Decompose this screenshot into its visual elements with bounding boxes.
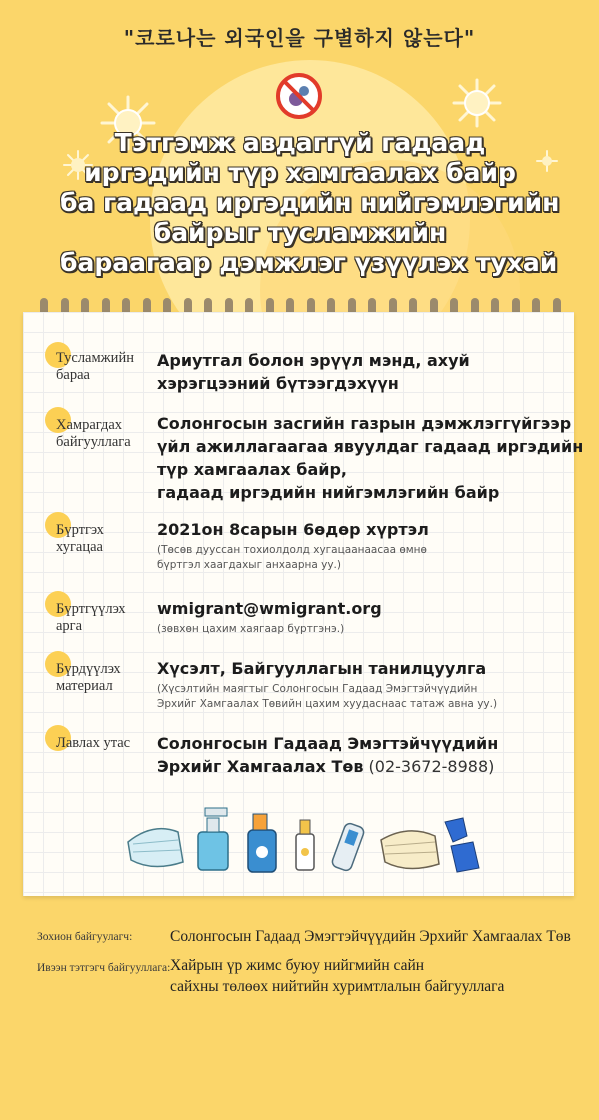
no-virus-icon	[275, 72, 323, 120]
supplies-illustration	[123, 802, 483, 882]
value-line	[157, 755, 567, 778]
note-line: (Төсөв дууссан тохиолдолд хугацаанаасаа өмнө	[157, 544, 427, 556]
value-line: Хүсэлт, Байгууллагын танилцуулга	[157, 659, 487, 678]
organizer-value	[170, 926, 571, 947]
value-line: гадаад иргэдийн нийгэмлэгийн байр	[157, 483, 500, 502]
row-note	[157, 682, 567, 712]
row-label: Лавлах утас	[56, 735, 131, 751]
row-value	[157, 349, 567, 395]
row-value	[157, 732, 567, 778]
note-line: (зөвхөн цахим хаягаар бүртгэнэ.)	[157, 623, 345, 635]
value-line: Солонгосын засгийн газрын дэмжлэггүйгээр	[157, 414, 572, 433]
organizer-label: Зохион байгуулагч:	[37, 931, 133, 943]
thermometer-icon	[331, 822, 366, 872]
org-name: Эрхийг Хамгаалах Төв	[157, 757, 364, 776]
value-line: Солонгосын Гадаад Эмэгтэйчүүдийн	[157, 734, 499, 753]
row-value	[157, 412, 584, 504]
value-line: үйл ажиллагаагаа явуулдаг гадаад иргэдийн	[157, 437, 584, 456]
row-label: Тусламжийн бараа	[56, 350, 134, 383]
sanitizer-bottle-icon	[198, 808, 228, 870]
note-line: бүртгэл хаагдахыг анхаарна уу.)	[157, 559, 341, 571]
spray-bottle-icon	[248, 814, 276, 872]
row-label: Бүрдүүлэх материал	[56, 661, 121, 694]
main-title	[60, 128, 560, 278]
sponsor-line: сайхны төлөөх нийтийн хуримтлалын байгууллага	[170, 978, 505, 995]
note-line: (Хүсэлтийн маягтыг Солонгосын Гадаад Эмэгтэйчүүдийн	[157, 683, 478, 695]
sponsor-value	[170, 955, 504, 997]
main-title-line: иргэдийн түр хамгаалах байр	[84, 158, 516, 187]
row-note	[157, 622, 567, 637]
value-line: Ариутгал болон эрүүл мэнд, ахуй	[157, 351, 470, 370]
main-title-line: бараагаар дэмжлэг үзүүлэх тухай	[60, 248, 558, 277]
gloves-icon	[445, 818, 479, 872]
value-line: хэрэгцээний бүтээгдэхүүн	[157, 374, 399, 393]
korean-slogan: "코로나는 외국인을 구별하지 않는다"	[123, 26, 476, 50]
face-mask-icon	[381, 831, 439, 869]
row-label: Хамрагдах байгууллага	[56, 417, 131, 450]
value-line: 2021он 8сарын 6өдөр хүртэл	[157, 520, 429, 539]
value-line: wmigrant@wmigrant.org	[157, 599, 382, 618]
row-label: Бүртгэх хугацаа	[56, 522, 104, 555]
row-value	[157, 518, 567, 541]
dropper-bottle-icon	[296, 820, 314, 870]
value-line: түр хамгаалах байр,	[157, 460, 347, 479]
organizer-name: Солонгосын Гадаад Эмэгтэйчүүдийн Эрхийг Хамгаалах Төв	[170, 928, 571, 945]
main-title-line: байрыг тусламжийн	[153, 218, 447, 247]
note-line: Эрхийг Хамгаалах Төвийн цахим хуудаснаас татаж авна уу.)	[157, 698, 498, 710]
phone-number[interactable]: (02-3672-8988)	[363, 757, 495, 776]
main-title-line: ба гадаад иргэдийн нийгэмлэгийн	[60, 188, 560, 217]
face-mask-icon	[128, 829, 183, 867]
row-label: Бүртгүүлэх арга	[56, 601, 126, 634]
row-note	[157, 543, 567, 573]
notebook-paper	[23, 312, 584, 896]
virus-icon	[452, 78, 502, 128]
main-title-line: Тэтгэмж авдаггүй гадаад	[114, 128, 486, 157]
row-value	[157, 597, 567, 620]
sponsor-line: Хайрын үр жимс буюу нийгмийн сайн	[170, 957, 425, 974]
row-value	[157, 657, 567, 680]
sponsor-label: Ивээн тэтгэгч байгууллага:	[37, 962, 171, 974]
